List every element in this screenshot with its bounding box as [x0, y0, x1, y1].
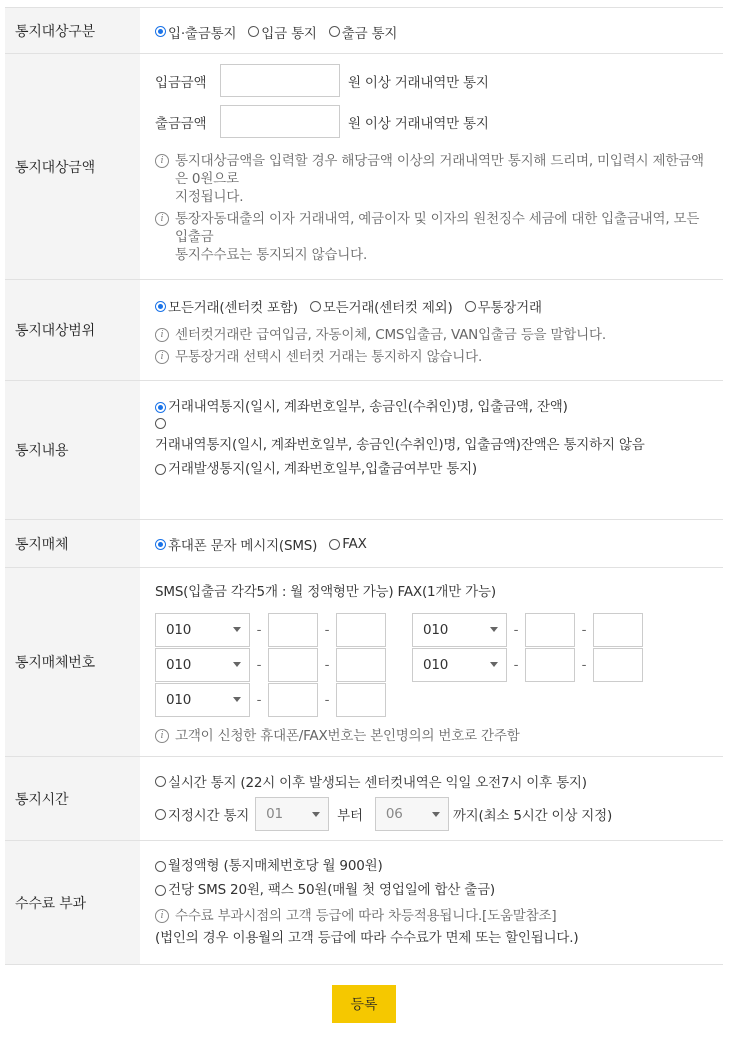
radio-withdraw[interactable]: 출금 통지	[329, 22, 397, 42]
media-number-label: 통지매체번호	[5, 568, 140, 756]
info-amount-2: i 통장자동대출의 이자 거래내역, 예금이자 및 이자의 원천징수 세금에 대한 입출금내역, 모든 입출금 통지수수료는 통지되지 않습니다.	[155, 210, 715, 264]
info-icon: i	[155, 328, 169, 342]
radio-unchecked-icon[interactable]	[248, 26, 259, 37]
radio-fee-monthly[interactable]: 월정액형 (통지매체번호당 월 900원)	[155, 855, 711, 877]
phone-prefix-select[interactable]: 010	[412, 613, 507, 647]
radio-all-excl-centercut[interactable]: 모든거래(센터컷 제외)	[310, 296, 453, 316]
phone-prefix-select[interactable]: 010	[155, 648, 250, 682]
fee-note: (법인의 경우 이용월의 고객 등급에 따라 수수료가 면제 또는 할인됩니다.)	[155, 930, 579, 946]
radio-checked-icon[interactable]	[155, 402, 166, 413]
radio-unchecked-icon[interactable]	[155, 776, 166, 787]
row-time: 통지시간 실시간 통지 (22시 이후 발생되는 센터컷내역은 익일 오전7시 이후 통지) 지정시간 통지 01 부터 06 까지(최소 5시간 이상 지정)	[5, 757, 723, 841]
row-media-number	[5, 568, 723, 757]
phone-middle-input[interactable]	[525, 648, 575, 682]
phone-last-input[interactable]	[593, 613, 643, 647]
info-range-1: i 센터컷거래란 급여입금, 자동이체, CMS입출금, VAN입출금 등을 말합니다.	[155, 326, 723, 344]
row-fee	[5, 841, 723, 965]
phone-last-input[interactable]	[336, 648, 386, 682]
row-content	[5, 381, 723, 520]
info-icon: i	[155, 729, 169, 743]
target-amount-label: 통지대상금액	[5, 54, 140, 279]
radio-unchecked-icon[interactable]	[155, 464, 166, 475]
radio-media-sms[interactable]: 휴대폰 문자 메시지(SMS)	[155, 534, 317, 554]
notification-settings-form	[5, 0, 723, 965]
time-from-select[interactable]: 01	[255, 797, 329, 831]
info-icon: i	[155, 154, 169, 168]
radio-unchecked-icon[interactable]	[155, 861, 166, 872]
media-number-header: SMS(입출금 각각5개 : 월 정액형만 가능) FAX(1개만 가능)	[155, 584, 496, 600]
info-icon: i	[155, 212, 169, 226]
phone-last-input[interactable]	[336, 613, 386, 647]
row-target-type	[5, 7, 723, 54]
time-to-select[interactable]: 06	[375, 797, 449, 831]
phone-middle-input[interactable]	[525, 613, 575, 647]
sms-phone-1: 010 - -	[155, 613, 386, 647]
register-button[interactable]: 등록	[332, 985, 396, 1023]
sms-phone-3: 010 - -	[155, 683, 386, 717]
content-label: 통지내용	[5, 381, 140, 519]
radio-no-passbook[interactable]: 무통장거래	[465, 296, 542, 316]
radio-checked-icon[interactable]	[155, 26, 166, 37]
radio-in-out[interactable]: 입·출금통지	[155, 22, 236, 42]
row-target-range	[5, 280, 723, 381]
phone-middle-input[interactable]	[268, 613, 318, 647]
radio-unchecked-icon[interactable]	[155, 809, 166, 820]
radio-content-occurrence[interactable]: 거래발생통지(일시, 계좌번호일부,입출금여부만 통지)	[155, 459, 711, 479]
media-label: 통지매체	[5, 520, 140, 567]
radio-time-scheduled[interactable]: 지정시간 통지	[155, 804, 249, 824]
radio-checked-icon[interactable]	[155, 301, 166, 312]
radio-all-incl-centercut[interactable]: 모든거래(센터컷 포함)	[155, 296, 298, 316]
phone-prefix-select[interactable]: 010	[412, 648, 507, 682]
dropdown-arrow-icon	[233, 627, 241, 632]
radio-fee-per-use[interactable]: 건당 SMS 20원, 팩스 50원(매월 첫 영업일에 합산 출금)	[155, 879, 711, 901]
dropdown-arrow-icon	[490, 627, 498, 632]
radio-unchecked-icon[interactable]	[155, 885, 166, 896]
dropdown-arrow-icon	[490, 662, 498, 667]
deposit-amount-suffix: 원 이상 거래내역만 통지	[348, 74, 489, 91]
withdraw-amount-label: 출금금액	[155, 115, 207, 132]
info-range-2: i 무통장거래 선택시 센터컷 거래는 통지하지 않습니다.	[155, 348, 723, 366]
radio-unchecked-icon[interactable]	[155, 418, 166, 429]
phone-prefix-select[interactable]: 010	[155, 613, 250, 647]
phone-middle-input[interactable]	[268, 683, 318, 717]
deposit-amount-input[interactable]	[220, 64, 340, 97]
radio-unchecked-icon[interactable]	[329, 26, 340, 37]
target-range-label: 통지대상범위	[5, 280, 140, 380]
dropdown-arrow-icon	[432, 812, 440, 817]
phone-prefix-select[interactable]: 010	[155, 683, 250, 717]
info-media-number: i 고객이 신청한 휴대폰/FAX번호는 본인명의의 번호로 간주함	[155, 727, 723, 745]
dropdown-arrow-icon	[233, 697, 241, 702]
fax-phone-1: 010 - -	[412, 613, 643, 647]
sms-phone-2: 010 - -	[155, 648, 386, 682]
withdraw-amount-suffix: 원 이상 거래내역만 통지	[348, 115, 489, 132]
radio-deposit[interactable]: 입금 통지	[248, 22, 316, 42]
dropdown-arrow-icon	[233, 662, 241, 667]
time-label: 통지시간	[5, 757, 140, 840]
phone-middle-input[interactable]	[268, 648, 318, 682]
radio-unchecked-icon[interactable]	[465, 301, 476, 312]
deposit-amount-label: 입금금액	[155, 74, 207, 91]
phone-last-input[interactable]	[593, 648, 643, 682]
fee-label: 수수료 부과	[5, 841, 140, 964]
info-fee: i 수수료 부과시점의 고객 등급에 따라 차등적용됩니다.[도움말참조]	[155, 907, 723, 925]
target-type-label: 통지대상구분	[5, 8, 140, 53]
row-media	[5, 520, 723, 568]
radio-unchecked-icon[interactable]	[310, 301, 321, 312]
info-icon: i	[155, 909, 169, 923]
radio-unchecked-icon[interactable]	[329, 539, 340, 550]
fax-phone-2: 010 - -	[412, 648, 643, 682]
radio-content-full[interactable]: 거래내역통지(일시, 계좌번호일부, 송금인(수취인)명, 입출금액, 잔액)	[155, 397, 711, 417]
phone-last-input[interactable]	[336, 683, 386, 717]
dropdown-arrow-icon	[312, 812, 320, 817]
row-target-amount	[5, 54, 723, 280]
radio-time-realtime[interactable]: 실시간 통지 (22시 이후 발생되는 센터컷내역은 익일 오전7시 이후 통지)	[155, 771, 711, 791]
radio-content-no-balance[interactable]: 거래내역통지(일시, 계좌번호일부, 송금인(수취인)명, 입출금액)잔액은 통지하지 않음	[155, 418, 711, 457]
radio-media-fax[interactable]: FAX	[329, 536, 366, 552]
info-icon: i	[155, 350, 169, 364]
info-amount-1: i 통지대상금액을 입력할 경우 해당금액 이상의 거래내역만 통지해 드리며, 미입력시 제한금액은 0원으로 지정됩니다.	[155, 152, 715, 206]
withdraw-amount-input[interactable]	[220, 105, 340, 138]
radio-checked-icon[interactable]	[155, 539, 166, 550]
